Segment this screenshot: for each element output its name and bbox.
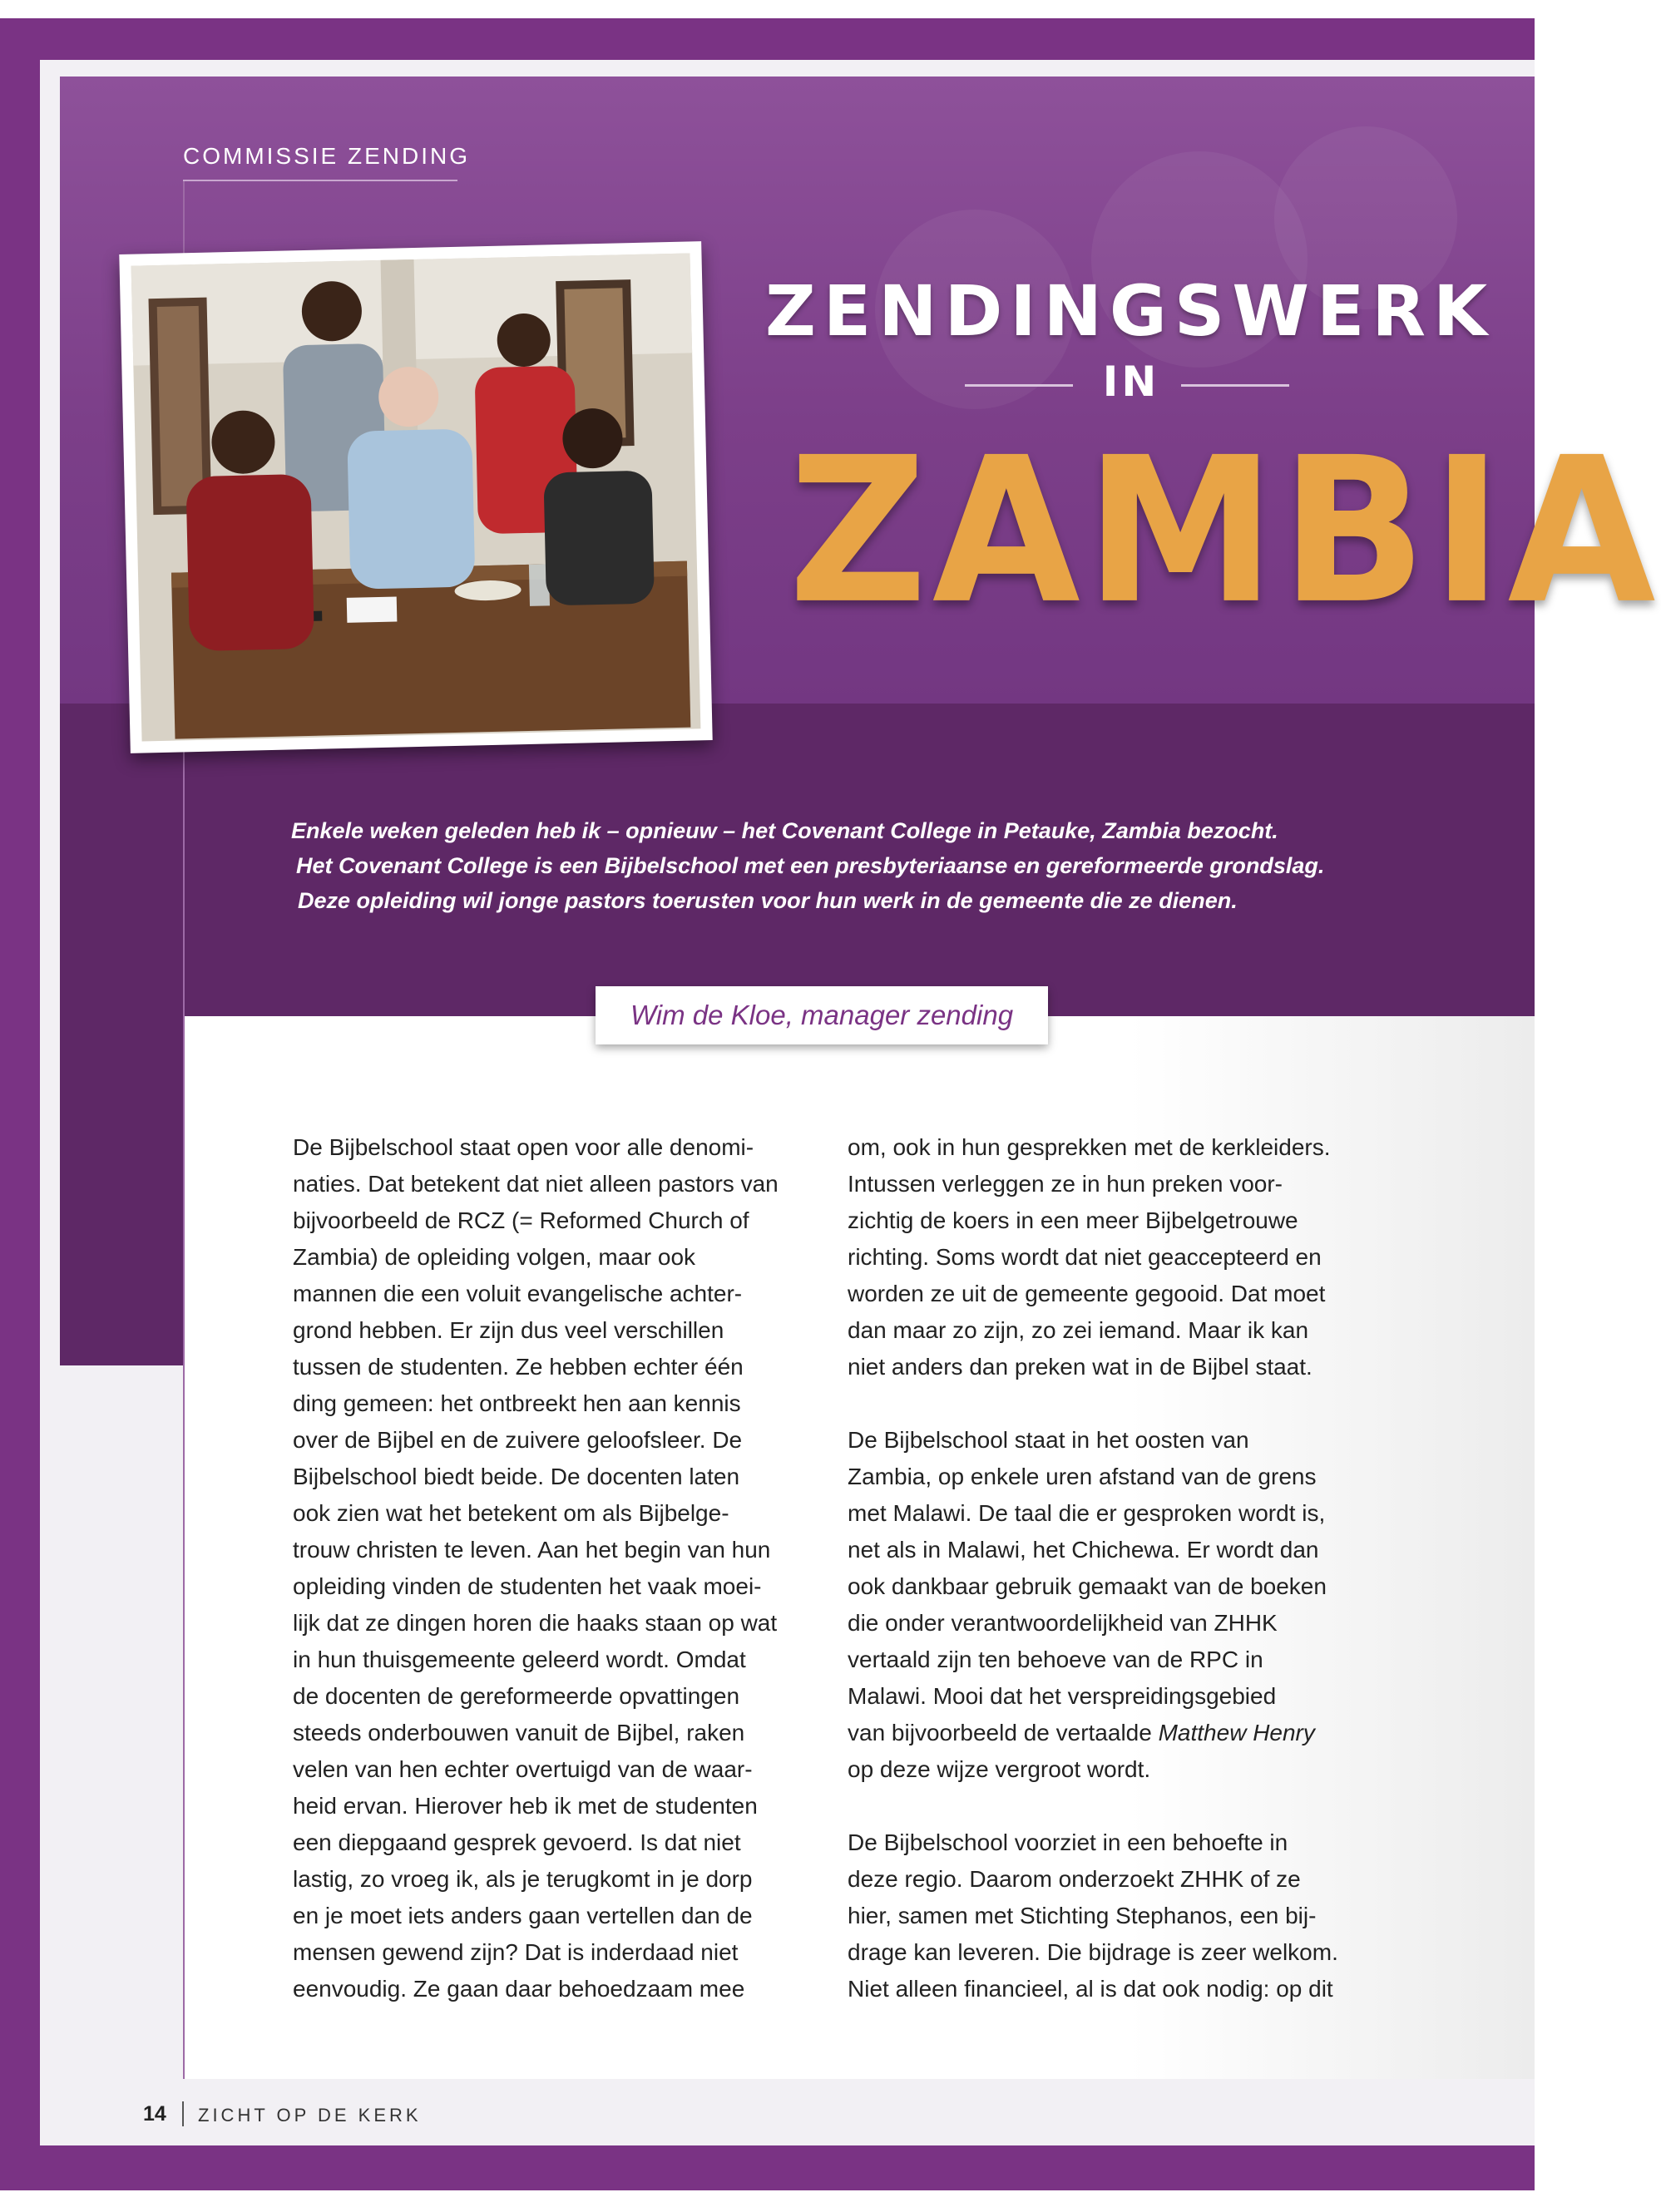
body-line: een diepgaand gesprek gevoerd. Is dat niet — [293, 1829, 741, 1855]
body-line: die onder verantwoordelijkheid van ZHHK — [848, 1610, 1278, 1636]
body-line: bijvoorbeeld de RCZ (= Reformed Church of — [293, 1207, 749, 1233]
body-line — [848, 1715, 1380, 1751]
author-byline: Wim de Kloe, manager zending — [596, 986, 1048, 1044]
intro-line: Het Covenant College is een Bijbelschool met een presbyteriaanse en gereformeerde grondslag. — [296, 853, 1325, 878]
body-line: lijk dat ze dingen horen die haaks staan op wat — [293, 1610, 778, 1636]
body-line: De Bijbelschool voorziet in een behoefte in — [848, 1829, 1288, 1855]
body-line: Zambia, op enkele uren afstand van de grens — [848, 1464, 1317, 1489]
body-line: Niet alleen financieel, al is dat ook nodig: op dit — [848, 1976, 1333, 2002]
body-line: velen van hen echter overtuigd van de waar- — [293, 1756, 753, 1782]
body-line: in hun thuisgemeente geleerd wordt. Omdat — [293, 1647, 746, 1672]
footer-separator — [182, 2101, 184, 2126]
body-line: niet anders dan preken wat in de Bijbel staat. — [848, 1354, 1312, 1380]
body-line: worden ze uit de gemeente gegooid. Dat moet — [848, 1281, 1326, 1306]
article-photo — [119, 241, 712, 753]
body-line: tussen de studenten. Ze hebben echter één — [293, 1354, 744, 1380]
paragraph-gap — [848, 1385, 1380, 1422]
section-label: COMMISSIE ZENDING — [183, 143, 471, 169]
body-line: Zambia) de opleiding volgen, maar ook — [293, 1244, 696, 1270]
body-line: steeds onderbouwen vanuit de Bijbel, raken — [293, 1720, 745, 1745]
body-line: lastig, zo vroeg ik, als je terugkomt in je dorp — [293, 1866, 753, 1892]
body-column-2 — [848, 1129, 1380, 2007]
body-line: trouw christen te leven. Aan het begin van hun — [293, 1537, 771, 1563]
title-line-3: ZAMBIA — [788, 415, 1661, 649]
body-line: naties. Dat betekent dat niet alleen pastors van — [293, 1171, 779, 1197]
body-line: vertaald zijn ten behoeve van de RPC in — [848, 1647, 1263, 1672]
body-line: eenvoudig. Ze gaan daar behoedzaam mee — [293, 1976, 745, 2002]
body-line: heid ervan. Hierover heb ik met de studenten — [293, 1793, 758, 1819]
intro-line: Deze opleiding wil jonge pastors toerusten voor hun werk in de gemeente die ze dienen. — [298, 888, 1238, 913]
body-line: om, ook in hun gesprekken met de kerkleiders. — [848, 1134, 1331, 1160]
body-line: hier, samen met Stichting Stephanos, een bij- — [848, 1903, 1317, 1928]
body-line: de docenten de gereformeerde opvattingen — [293, 1683, 740, 1709]
body-line: opleiding vinden de studenten het vaak moei- — [293, 1573, 762, 1599]
body-line: over de Bijbel en de zuivere geloofsleer. De — [293, 1427, 743, 1453]
section-label-underline — [183, 180, 457, 181]
body-line: deze regio. Daarom onderzoekt ZHHK of ze — [848, 1866, 1301, 1892]
body-line-text: van bijvoorbeeld de vertaalde — [848, 1720, 1159, 1745]
body-line: drage kan leveren. Die bijdrage is zeer welkom. — [848, 1939, 1338, 1965]
body-line: De Bijbelschool staat in het oosten van — [848, 1427, 1249, 1453]
body-line: Bijbelschool biedt beide. De docenten laten — [293, 1464, 740, 1489]
magazine-name: ZICHT OP DE KERK — [198, 2105, 422, 2126]
body-line: grond hebben. Er zijn dus veel verschillen — [293, 1317, 724, 1343]
page-number: 14 — [143, 2102, 166, 2126]
body-line: en je moet iets anders gaan vertellen dan de — [293, 1903, 753, 1928]
paragraph-gap — [848, 1788, 1380, 1824]
body-line: net als in Malawi, het Chichewa. Er wordt dan — [848, 1537, 1319, 1563]
body-line: Intussen verleggen ze in hun preken voor- — [848, 1171, 1283, 1197]
group-photo — [131, 253, 701, 741]
body-line: mensen gewend zijn? Dat is inderdaad niet — [293, 1939, 739, 1965]
title-line-1: ZENDINGSWERK — [765, 270, 1495, 352]
body-line: ook dankbaar gebruik gemaakt van de boeken — [848, 1573, 1327, 1599]
body-line: zichtig de koers in een meer Bijbelgetrouwe — [848, 1207, 1298, 1233]
intro-line: Enkele weken geleden heb ik – opnieuw – het Covenant College in Petauke, Zambia bezocht. — [291, 818, 1278, 843]
body-line: dan maar zo zijn, zo zei iemand. Maar ik kan — [848, 1317, 1309, 1343]
body-line: De Bijbelschool staat open voor alle denomi- — [293, 1134, 754, 1160]
body-column-1 — [293, 1129, 808, 2007]
body-line: met Malawi. De taal die er gesproken wordt is, — [848, 1500, 1326, 1526]
body-line: ook zien wat het betekent om als Bijbelge- — [293, 1500, 729, 1526]
body-line: richting. Soms wordt dat niet geaccepteerd en — [848, 1244, 1322, 1270]
body-line: mannen die een voluit evangelische achter- — [293, 1281, 743, 1306]
book-title: Matthew Henry — [1158, 1720, 1315, 1745]
body-line: op deze wijze vergroot wordt. — [848, 1756, 1151, 1782]
body-line: ding gemeen: het ontbreekt hen aan kennis — [293, 1390, 741, 1416]
title-rule-right — [1181, 384, 1289, 387]
intro-text — [291, 813, 1472, 918]
title-rule-left — [965, 384, 1073, 387]
body-line: Malawi. Mooi dat het verspreidingsgebied — [848, 1683, 1277, 1709]
title-line-2: IN — [1102, 358, 1160, 406]
